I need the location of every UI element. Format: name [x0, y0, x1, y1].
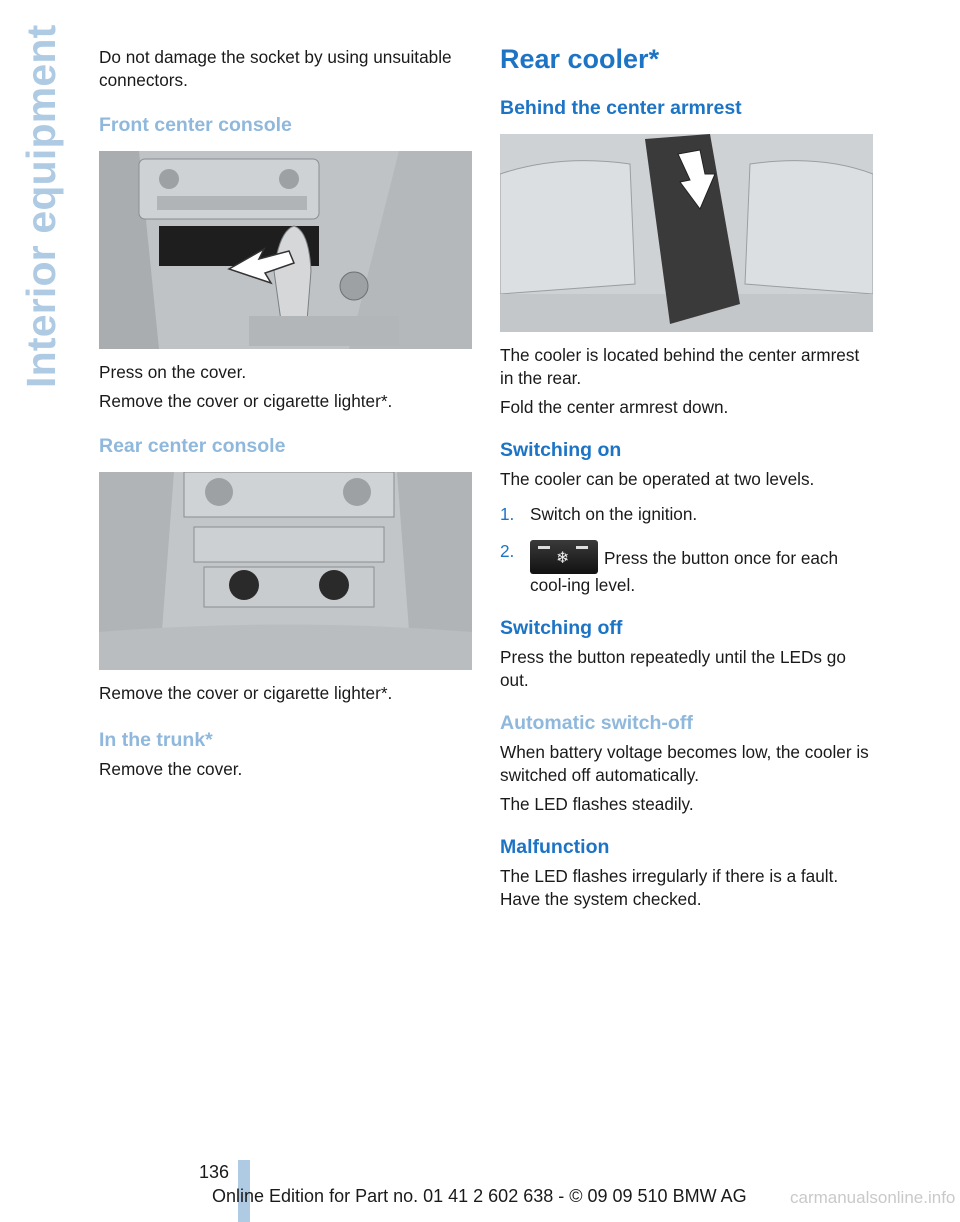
page-number: 136: [199, 1162, 230, 1182]
switching-on-heading: Switching on: [500, 439, 622, 461]
snowflake-button-icon: ❄: [530, 540, 598, 574]
sidebar-section-title-text: Interior equipment: [18, 24, 64, 388]
step-text: Press the button once for each cool‐ing level.: [530, 548, 839, 595]
malfunction-desc: The LED flashes irregularly if there is a fault. Have the system checked.: [500, 866, 839, 909]
front-console-step-1: Press on the cover.: [99, 362, 247, 382]
step-number: 2.: [500, 541, 515, 561]
switching-on-step-1: [500, 503, 875, 526]
auto-off-heading: Automatic switch-off: [500, 712, 693, 734]
malfunction-heading: Malfunction: [500, 836, 610, 858]
edition-footer: Online Edition for Part no. 01 41 2 602 638 - © 09 09 510 BMW AG: [212, 1186, 747, 1206]
switching-off-heading: Switching off: [500, 617, 623, 639]
auto-off-led: The LED flashes steadily.: [500, 794, 694, 814]
step-text: Switch on the ignition.: [530, 504, 698, 524]
trunk-step-1: Remove the cover.: [99, 759, 243, 779]
front-console-step-2: Remove the cover or cigarette lighter*.: [99, 391, 393, 411]
switching-on-desc: The cooler can be operated at two levels.: [500, 469, 815, 489]
front-console-heading: Front center console: [99, 114, 292, 136]
switching-on-step-2: [500, 540, 875, 597]
auto-off-desc: When battery voltage becomes low, the cooler is switched off automatically.: [500, 742, 869, 785]
behind-armrest-desc: The cooler is located behind the center armrest in the rear.: [500, 345, 860, 388]
left-column: [99, 46, 472, 781]
front-console-illustration: [99, 151, 472, 349]
trunk-heading: In the trunk*: [99, 729, 213, 751]
right-column: [500, 44, 875, 911]
rear-console-step-1: Remove the cover or cigarette lighter*.: [99, 683, 393, 703]
behind-armrest-step: Fold the center armrest down.: [500, 397, 729, 417]
cooler-armrest-illustration: [500, 134, 873, 332]
rear-console-illustration: [99, 472, 472, 670]
watermark-text: carmanualsonline.info: [790, 1188, 956, 1207]
sidebar-section-title: [18, 24, 68, 400]
intro-paragraph: Do not damage the socket by using unsuitable connectors.: [99, 47, 452, 90]
behind-armrest-heading: Behind the center armrest: [500, 97, 742, 119]
rear-console-heading: Rear center console: [99, 435, 286, 457]
switching-off-desc: Press the button repeatedly until the LEDs go out.: [500, 647, 846, 690]
section-title: Rear cooler*: [500, 44, 660, 74]
step-number: 1.: [500, 504, 515, 524]
